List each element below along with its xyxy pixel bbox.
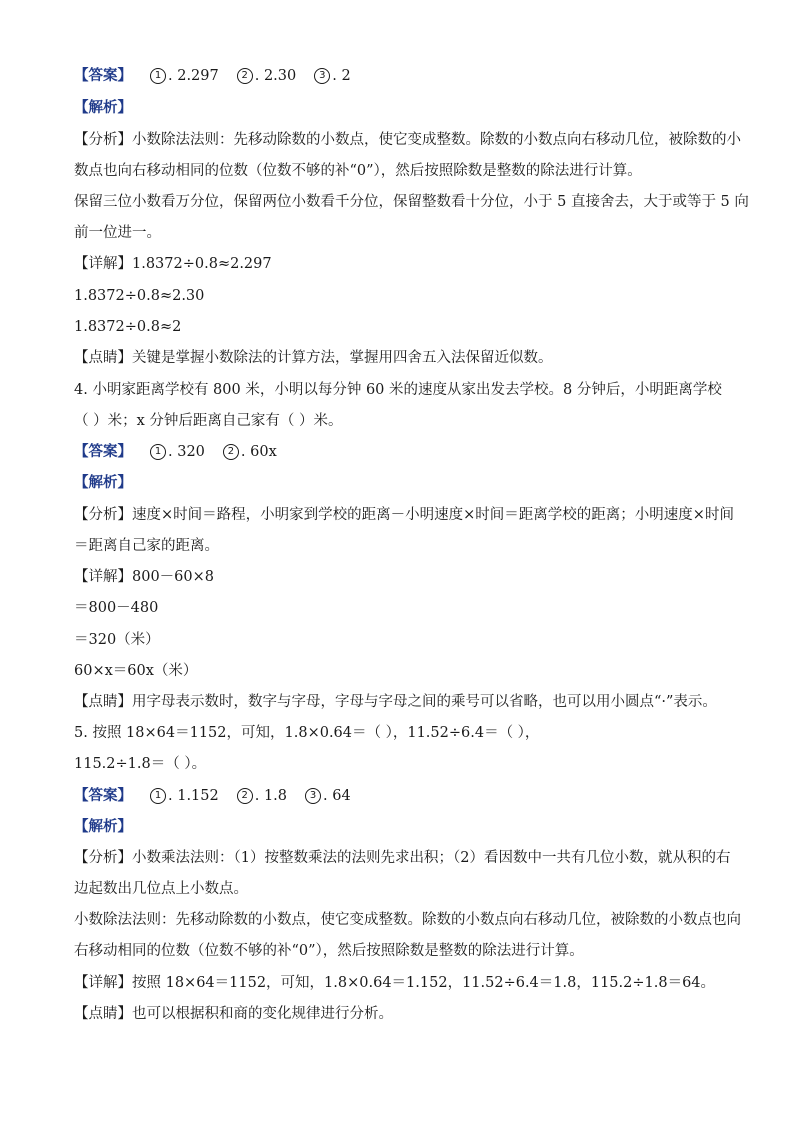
analysis-tag: 【解析】 <box>74 819 132 835</box>
q3-round-line1: 保留三位小数看万分位，保留两位小数看千分位，保留整数看十分位，小于 5 直接舍去，大于或等于 5 向 <box>74 194 749 210</box>
q3-dianjing-row: 【点睛】关键是掌握小数除法的计算方法，掌握用四舍五入法保留近似数。 <box>74 350 553 366</box>
q4-question-line1: 4. 小明家距离学校有 800 米，小明以每分钟 60 米的速度从家出发去学校。8 分钟后，小明距离学校 <box>74 382 722 398</box>
analysis-tag: 【解析】 <box>74 475 132 491</box>
q4-fenxi-line2: ＝距离自己家的距离。 <box>74 538 219 554</box>
dianjing-tag: 【点睛】 <box>74 350 132 366</box>
circled-number: 1 <box>150 788 166 804</box>
q4-detail2: ＝800－480 <box>74 600 159 616</box>
circled-number: 2 <box>237 788 253 804</box>
q4-detail3: ＝320（米） <box>74 632 160 648</box>
answer-item: 1 . 320 <box>150 442 205 462</box>
answer-tag: 【答案】 <box>74 68 132 84</box>
dianjing-tag: 【点睛】 <box>74 1006 132 1022</box>
answer-item: 1 . 2.297 <box>150 66 219 86</box>
q5-fenxi-line2: 边起数出几位点上小数点。 <box>74 881 248 897</box>
q5-dianjing-row: 【点睛】也可以根据积和商的变化规律进行分析。 <box>74 1006 393 1022</box>
circled-number: 2 <box>237 68 253 84</box>
answer-tag: 【答案】 <box>74 444 132 460</box>
q5-fenxi-line1: 【分析】小数乘法法则：（1）按整数乘法的法则先求出积；（2）看因数中一共有几位小数，就从积的右 <box>74 850 731 866</box>
q4-answer-row <box>74 442 277 462</box>
q3-detail3: 1.8372÷0.8≈2 <box>74 319 182 335</box>
q5-question-line2: 115.2÷1.8＝（ ）。 <box>74 756 207 772</box>
q5-answer-row <box>74 786 351 806</box>
q3-round-line2: 前一位进一。 <box>74 225 161 241</box>
q5-chufa-line1: 小数除法法则：先移动除数的小数点，使它变成整数。除数的小数点向右移动几位，被除数的小数点也向 <box>74 912 741 928</box>
q5-chufa-line2: 右移动相同的位数（位数不够的补“0”），然后按照除数是整数的除法进行计算。 <box>74 943 584 959</box>
fenxi-tag: 【分析】 <box>74 132 132 148</box>
answer-item: 3 . 2 <box>314 66 350 86</box>
answer-item: 2 . 60x <box>223 442 277 462</box>
answer-item: 3 . 64 <box>305 786 351 806</box>
q3-fenxi-line2: 数点也向右移动相同的位数（位数不够的补“0”），然后按照除数是整数的除法进行计算。 <box>74 163 642 179</box>
q3-detail-row: 【详解】1.8372÷0.8≈2.297 <box>74 256 272 272</box>
answer-item: 2 . 2.30 <box>237 66 297 86</box>
fenxi-tag: 【分析】 <box>74 507 132 523</box>
q5-detail-row: 【详解】按照 18×64＝1152，可知，1.8×0.64＝1.152，11.52÷6.4＝1.8，115.2÷1.8＝64。 <box>74 975 716 991</box>
circled-number: 1 <box>150 68 166 84</box>
q4-fenxi-line1: 【分析】速度×时间＝路程，小明家到学校的距离－小明速度×时间＝距离学校的距离；小明速度×时间 <box>74 507 734 523</box>
circled-number: 2 <box>223 444 239 460</box>
q4-question-line2: （ ）米；x 分钟后距离自己家有（ ）米。 <box>74 413 343 429</box>
q4-dianjing-row: 【点睛】用字母表示数时，数字与字母，字母与字母之间的乘号可以省略，也可以用小圆点“·”表示。 <box>74 694 717 710</box>
circled-number: 3 <box>305 788 321 804</box>
q3-detail2: 1.8372÷0.8≈2.30 <box>74 288 205 304</box>
q3-answer-row <box>74 66 351 86</box>
q4-detail-row: 【详解】800－60×8 <box>74 569 215 585</box>
xiangjie-tag: 【详解】 <box>74 256 132 272</box>
answer-item: 1 . 1.152 <box>150 786 219 806</box>
circled-number: 3 <box>314 68 330 84</box>
xiangjie-tag: 【详解】 <box>74 975 132 991</box>
xiangjie-tag: 【详解】 <box>74 569 132 585</box>
q4-detail4: 60×x＝60x（米） <box>74 663 198 679</box>
fenxi-tag: 【分析】 <box>74 850 132 866</box>
analysis-tag: 【解析】 <box>74 100 132 116</box>
q5-question-line1: 5. 按照 18×64＝1152，可知，1.8×0.64＝（ ），11.52÷6.4＝（ ）， <box>74 725 540 741</box>
answer-item: 2 . 1.8 <box>237 786 287 806</box>
q3-fenxi-line1: 【分析】小数除法法则：先移动除数的小数点，使它变成整数。除数的小数点向右移动几位，被除数的小 <box>74 132 741 148</box>
circled-number: 1 <box>150 444 166 460</box>
answer-tag: 【答案】 <box>74 788 132 804</box>
dianjing-tag: 【点睛】 <box>74 694 132 710</box>
